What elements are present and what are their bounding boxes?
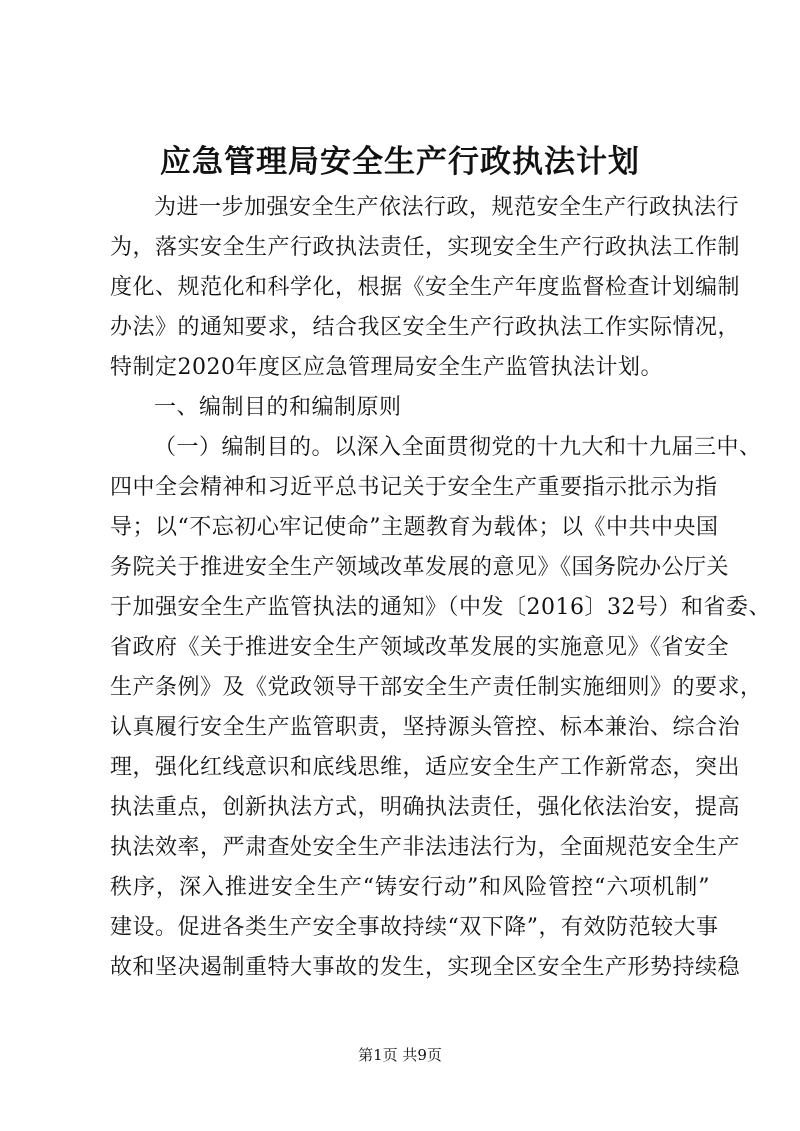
intro-line-2: 为，落实安全生产行政执法责任，实现安全生产行政执法工作制	[110, 235, 741, 260]
purpose-line-2: 四中全会精神和习近平总书记关于安全生产重要指示批示为指	[110, 475, 718, 500]
page-number-footer: 第1页 共9页	[358, 1046, 442, 1064]
purpose-line-12: 秩序，深入推进安全生产“铸安行动”和风险管控“六项机制”	[110, 875, 710, 900]
intro-line-1: 为进一步加强安全生产依法行政，规范安全生产行政执法行	[154, 195, 740, 220]
purpose-line-5: 于加强安全生产监管执法的通知》（中发〔2016〕32号）和省委、	[110, 595, 771, 620]
purpose-line-6: 省政府《关于推进安全生产领域改革发展的实施意见》《省安全	[110, 635, 730, 660]
purpose-line-4: 务院关于推进安全生产领域改革发展的意见》《国务院办公厅关	[110, 555, 730, 580]
purpose-line-13: 建设。促进各类生产安全事故持续“双下降”，有效防范较大事	[110, 915, 719, 940]
intro-line-3: 度化、规范化和科学化，根据《安全生产年度监督检查计划编制	[110, 275, 741, 300]
purpose-line-10: 执法重点，创新执法方式，明确执法责任，强化依法治安，提高	[110, 795, 741, 820]
section-heading: 一、编制目的和编制原则	[154, 395, 402, 420]
purpose-line-3: 导；以“不忘初心牢记使命”主题教育为载体；以《中共中央国	[110, 515, 719, 540]
document-title: 应急管理局安全生产行政执法计划	[160, 144, 640, 180]
purpose-line-1: （一）编制目的。以深入全面贯彻党的十九大和十九届三中、	[154, 435, 762, 460]
purpose-line-11: 执法效率，严肃查处安全生产非法违法行为，全面规范安全生产	[110, 835, 741, 860]
intro-line-5: 特制定2020年度区应急管理局安全生产监管执法计划。	[110, 355, 663, 380]
purpose-line-8: 认真履行安全生产监管职责，坚持源头管控、标本兼治、综合治	[110, 715, 741, 740]
intro-line-4: 办法》的通知要求，结合我区安全生产行政执法工作实际情况，	[110, 315, 741, 340]
purpose-line-7: 生产条例》及《党政领导干部安全生产责任制实施细则》的要求，	[110, 675, 763, 700]
purpose-line-9: 理，强化红线意识和底线思维，适应安全生产工作新常态，突出	[110, 755, 741, 780]
document-body	[110, 188, 771, 988]
purpose-line-14: 故和坚决遏制重特大事故的发生，实现全区安全生产形势持续稳	[110, 955, 741, 980]
